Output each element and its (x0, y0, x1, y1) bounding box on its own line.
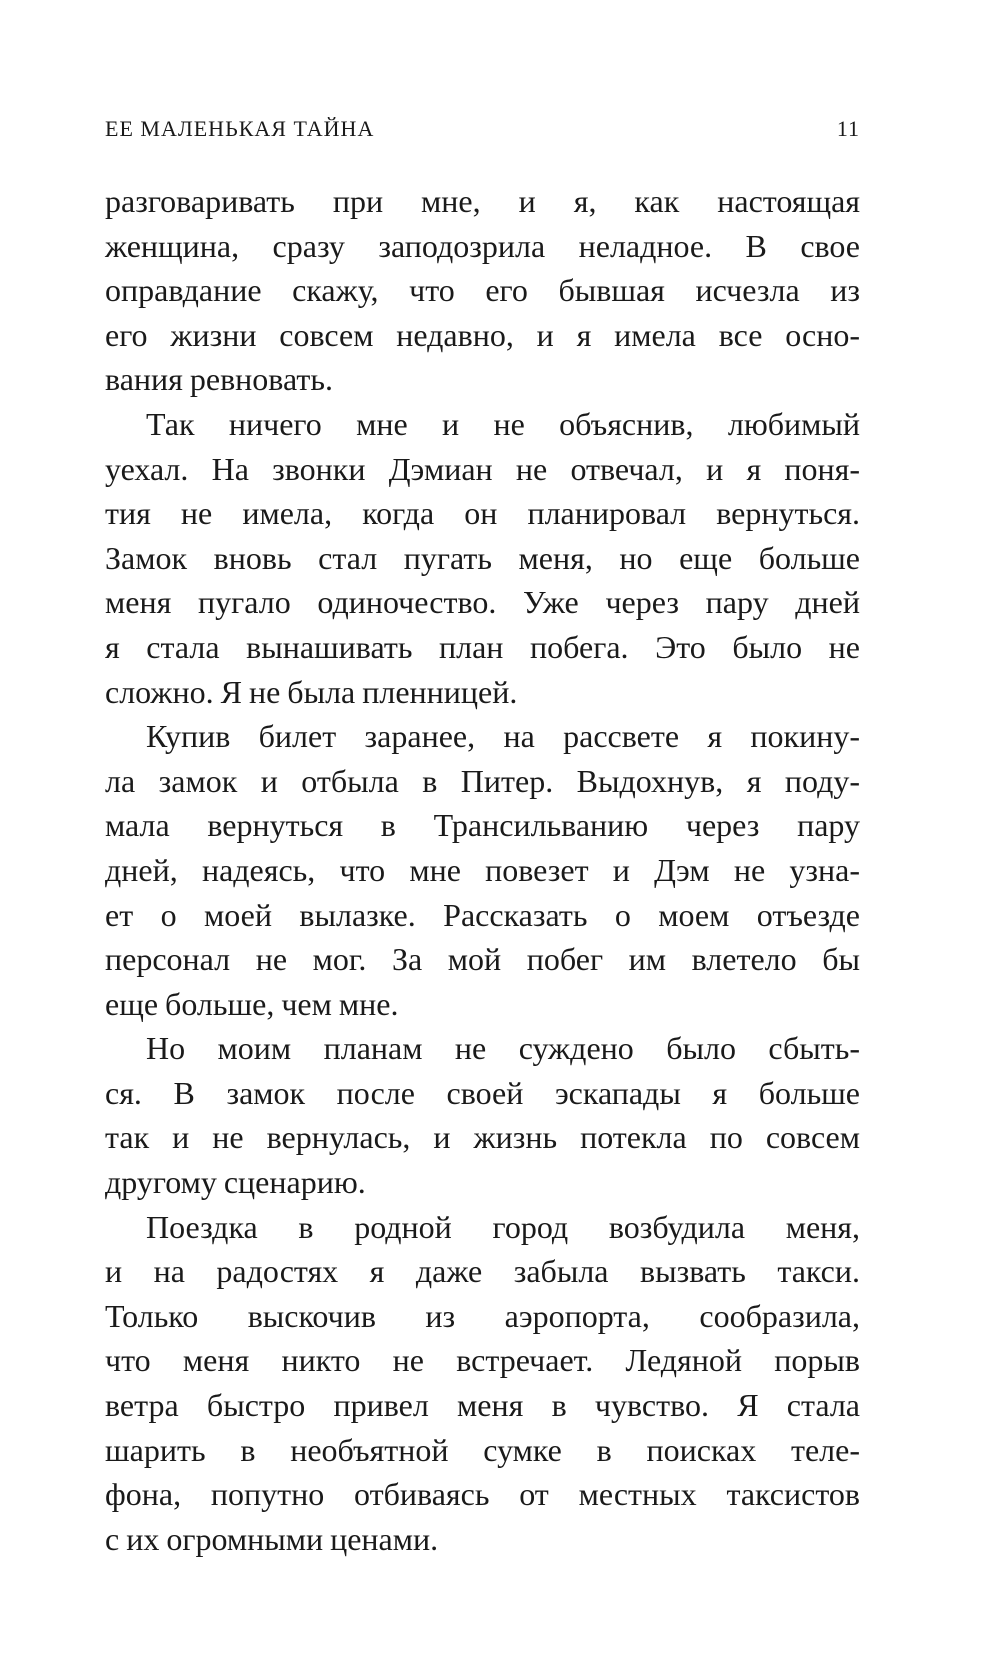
body-text (105, 179, 860, 1561)
text-line: персонал не мог. За мой побег им влетело бы (105, 941, 860, 978)
text-line: другому сценарию. (105, 1164, 366, 1201)
text-line: тия не имела, когда он планировал вернуться. (105, 495, 860, 532)
text-line: с их огромными ценами. (105, 1520, 439, 1557)
text-line: сложно. Я не была пленницей. (105, 673, 518, 710)
text-line: его жизни совсем недавно, и я имела все осно- (105, 316, 860, 353)
text-line: шарить в необъятной сумке в поисках теле- (105, 1431, 860, 1468)
text-line: что меня никто не встречает. Ледяной порыв (105, 1342, 860, 1379)
text-line: ветра быстро привел меня в чувство. Я стала (105, 1387, 860, 1424)
text-line: дней, надеясь, что мне повезет и Дэм не узна- (105, 851, 860, 888)
text-line: так и не вернулась, и жизнь потекла по совсем (105, 1119, 860, 1156)
text-line: уехал. На звонки Дэмиан не отвечал, и я поня- (105, 450, 860, 487)
text-line: ет о моей вылазке. Рассказать о моем отъезде (105, 896, 860, 933)
text-line: фона, попутно отбиваясь от местных таксистов (105, 1476, 860, 1513)
text-line: и на радостях я даже забыла вызвать такси. (105, 1253, 860, 1290)
running-head (105, 116, 860, 146)
text-line: ся. В замок после своей эскапады я больше (105, 1074, 860, 1111)
paragraph-first-line: Но моим планам не суждено было сбыть- (146, 1030, 860, 1067)
text-line: Только выскочив из аэропорта, сообразила, (105, 1297, 860, 1334)
running-title: ЕЕ МАЛЕНЬКАЯ ТАЙНА (105, 116, 375, 141)
paragraph-first-line: Поездка в родной город возбудила меня, (146, 1208, 860, 1245)
text-line: мала вернуться в Трансильванию через пару (105, 807, 860, 844)
text-line: женщина, сразу заподозрила неладное. В свое (105, 227, 860, 264)
paragraph-first-line: Так ничего мне и не объяснив, любимый (146, 405, 860, 442)
text-line: я стала вынашивать план побега. Это было не (105, 628, 860, 665)
text-line: оправдание скажу, что его бывшая исчезла из (105, 272, 860, 309)
text-line: ла замок и отбыла в Питер. Выдохнув, я поду- (105, 762, 860, 799)
text-line: Замок вновь стал пугать меня, но еще больше (105, 539, 860, 576)
text-line: меня пугало одиночество. Уже через пару дней (105, 584, 860, 621)
text-line: еще больше, чем мне. (105, 985, 399, 1022)
page-number: 11 (836, 116, 860, 141)
text-line: разговаривать при мне, и я, как настоящая (105, 183, 860, 219)
paragraph-first-line: Купив билет заранее, на рассвете я покину- (146, 718, 860, 755)
text-line: вания ревновать. (105, 361, 333, 398)
